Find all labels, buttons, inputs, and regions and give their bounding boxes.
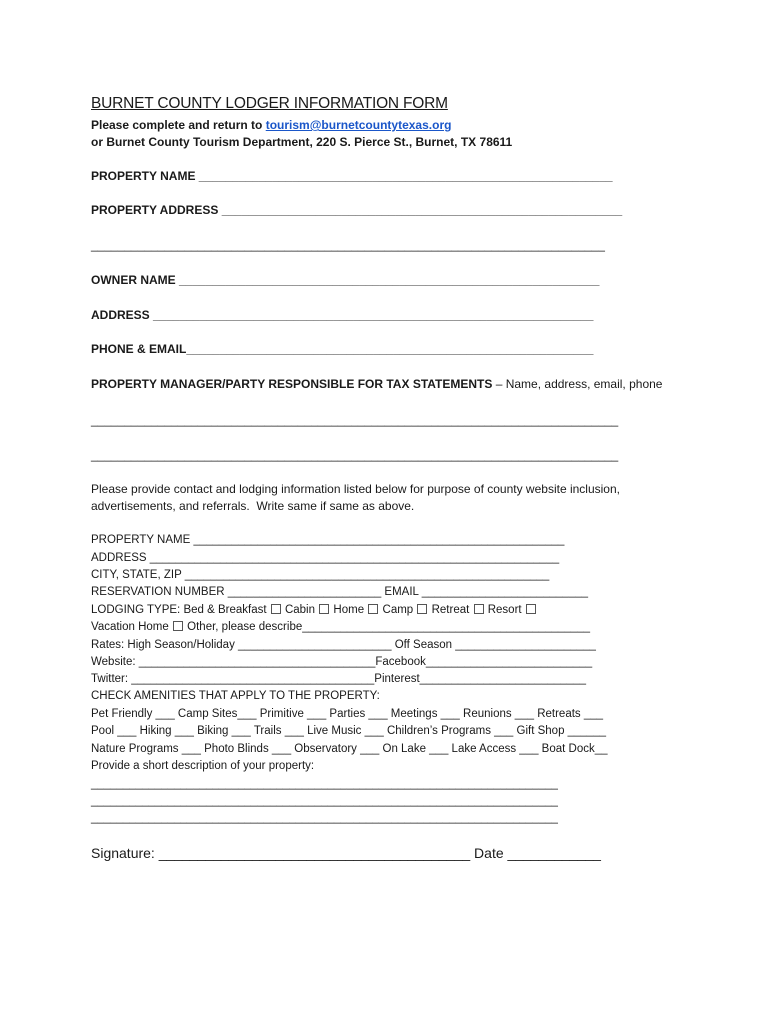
signature-row [91,845,601,862]
vacation-home-checkbox[interactable] [173,621,183,631]
mailing-address: or Burnet County Tourism Department, 220 S. Pierce St., Burnet, TX 78611 [91,135,513,149]
bed-breakfast-checkbox[interactable] [271,604,281,614]
phone-email-field[interactable]: PHONE & EMAIL_____________________________________________________________ [91,342,594,356]
listing-city-state-zip-field[interactable]: CITY, STATE, ZIP _________________________________________________________ [91,569,550,581]
other-describe-field[interactable]: Other, please describe_____________________________________________ [183,621,591,633]
property-name-field[interactable]: PROPERTY NAME ______________________________________________________________ [91,169,613,183]
camp-checkbox[interactable] [417,604,427,614]
amenities-row-2[interactable]: Pool ___ Hiking ___ Biking ___ Trails ___ Live Music ___ Children’s Programs ___ Gift Shop ______ [91,725,607,737]
listing-address-field[interactable]: ADDRESS ________________________________________________________________ [91,552,560,564]
owner-address-field[interactable]: ADDRESS __________________________________________________________________ [91,308,594,322]
retreat-checkbox[interactable] [474,604,484,614]
reservation-email-field[interactable]: RESERVATION NUMBER ________________________ EMAIL __________________________ [91,586,589,598]
manager-line-1[interactable]: _______________________________________________________________________________ [91,413,619,427]
twitter-pinterest-field[interactable]: Twitter: ______________________________________Pinterest__________________________ [91,673,586,685]
rates-field[interactable]: Rates: High Season/Holiday ________________________ Off Season ______________________ [91,639,596,651]
instructions-line-2: advertisements, and referrals. Write same if same as above. [91,499,415,513]
resort-label: Resort [487,604,522,616]
resort-checkbox[interactable] [526,604,536,614]
home-checkbox[interactable] [368,604,378,614]
manager-label-text: PROPERTY MANAGER/PARTY RESPONSIBLE FOR TAX STATEMENTS [91,377,493,391]
description-line-3[interactable]: _________________________________________________________________________ [91,812,558,824]
return-instructions-text: Please complete and return to [91,118,266,132]
form-title: BURNET COUNTY LODGER INFORMATION FORM [91,95,448,112]
email-link[interactable]: tourism@burnetcountytexas.org [265,118,452,132]
property-address-line-2[interactable]: _____________________________________________________________________________ [91,238,605,252]
cabin-checkbox[interactable] [319,604,329,614]
website-facebook-field[interactable]: Website: _____________________________________Facebook__________________________ [91,656,593,668]
manager-label [91,377,662,392]
signature-field[interactable]: Signature: ________________________________________ [91,845,471,861]
return-instructions [91,118,451,133]
description-line-2[interactable]: _________________________________________________________________________ [91,795,558,807]
owner-name-field[interactable]: OWNER NAME _______________________________________________________________ [91,273,600,287]
amenities-row-3[interactable]: Nature Programs ___ Photo Blinds ___ Observatory ___ On Lake ___ Lake Access ___ Boat Dock__ [91,743,608,755]
instructions-line-1: Please provide contact and lodging information listed below for purpose of county website inclusion, [91,482,620,496]
lodging-type-row [91,603,537,618]
amenities-header: CHECK AMENITIES THAT APPLY TO THE PROPERTY: [91,690,380,702]
description-line-1[interactable]: _________________________________________________________________________ [91,778,558,790]
property-address-field[interactable]: PROPERTY ADDRESS ____________________________________________________________ [91,203,623,217]
description-prompt: Provide a short description of your property: [91,760,315,772]
retreat-label: Retreat [431,604,470,616]
manager-line-2[interactable]: _______________________________________________________________________________ [91,448,619,462]
date-field[interactable]: Date ____________ [470,845,601,861]
home-label: Home [333,604,365,616]
lodging-type-label: LODGING TYPE: Bed & Breakfast [91,604,270,616]
manager-hint: – Name, address, email, phone [492,377,663,391]
vacation-home-label: Vacation Home [91,621,172,633]
listing-property-name-field[interactable]: PROPERTY NAME __________________________________________________________ [91,534,565,546]
cabin-label: Cabin [284,604,316,616]
amenities-row-1[interactable]: Pet Friendly ___ Camp Sites___ Primitive ___ Parties ___ Meetings ___ Reunions ___ Retreats ___ [91,708,604,720]
camp-label: Camp [382,604,414,616]
vacation-home-row [91,620,590,635]
